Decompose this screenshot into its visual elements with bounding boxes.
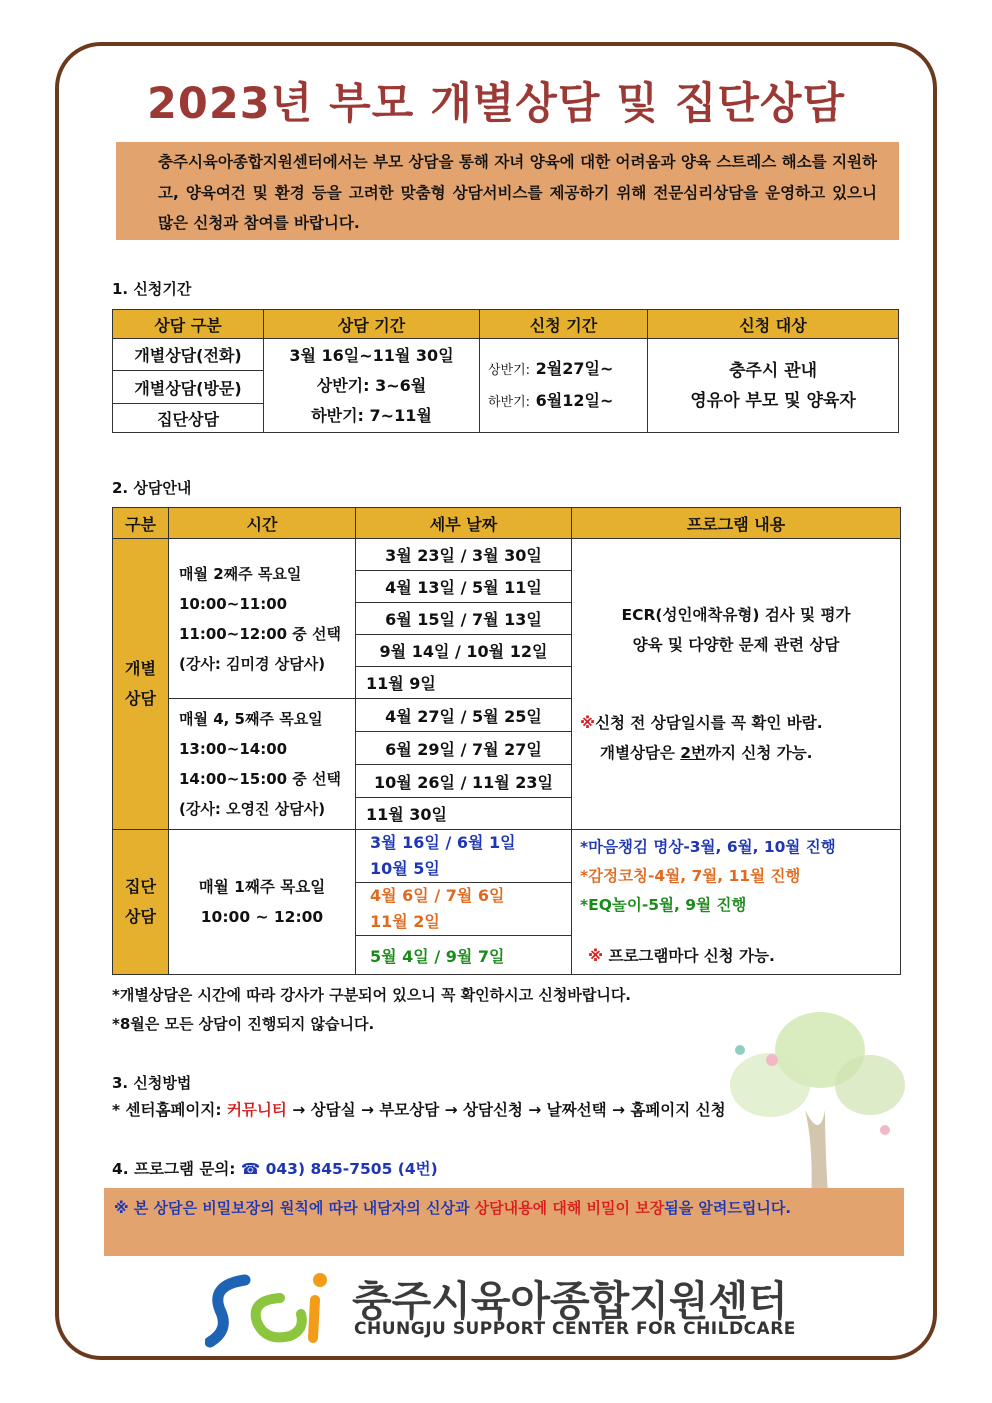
notice-text: 됨을 알려드립니다.: [664, 1199, 792, 1217]
t1-apply2-label: 하반기:: [488, 394, 531, 410]
t2-time-line: (강사: 오영진 상담사): [179, 800, 326, 818]
method-highlight: 커뮤니티: [226, 1101, 287, 1119]
t2-group-date-line: 10월 5일: [370, 859, 440, 878]
method-line: [112, 1098, 726, 1120]
heart-dot: [766, 1054, 778, 1066]
heart-dot: [880, 1125, 890, 1135]
t2-time-line: 10:00~11:00: [179, 594, 288, 613]
t2-time-line: 매월 2째주 목요일: [179, 564, 302, 583]
t1-header-apply: 신청 기간: [480, 310, 648, 339]
t1-header-period: 상담 기간: [264, 310, 480, 339]
section-1-heading: 1. 신청기간: [112, 280, 192, 298]
inquiry-label: 4. 프로그램 문의:: [112, 1160, 241, 1178]
intro-box: 충주시육아종합지원센터에서는 부모 상담을 통해 자녀 양육에 대한 어려움과 양육 스트레스 해소를 지원하고, 양육여건 및 환경 등을 고려한 맞춤형 상담서비스를 제공하기 위해 전문심리상담을 운영하고 있으니 많은 신청과 참여를 바랍니다.: [116, 142, 899, 240]
t1-period-line: 하반기: 7~11월: [311, 405, 432, 425]
method-rest: → 상담실 → 부모상담 → 상담신청 → 날짜선택 → 홈페이지 신청: [286, 1101, 726, 1119]
center-logo-icon: [205, 1270, 345, 1350]
t2-warn-line: 신청 전 상담일시를 꼭 확인 바람.: [595, 714, 823, 732]
t1-target-cell: [648, 339, 899, 433]
t1-type-phone: 개별상담(전화): [113, 339, 264, 371]
t2-time-line: 매월 4, 5째주 목요일: [179, 710, 323, 728]
t1-period-line: 3월 16일~11월 30일: [289, 345, 454, 365]
t2-indiv-label: [113, 539, 169, 830]
apply-period-table: [112, 309, 899, 433]
t2-date: 3월 23일 / 3월 30일: [356, 539, 572, 571]
warning-mark: ※: [580, 714, 596, 732]
t2-time-line: 매월 1째주 목요일: [198, 878, 326, 896]
t2-time1-cell: [169, 539, 356, 699]
section-3-heading: 3. 신청방법: [112, 1074, 192, 1092]
t2-group-date-line: 11월 2일: [370, 912, 440, 931]
center-name: 충주시육아종합지원센터: [352, 1277, 788, 1325]
t1-type-visit: 개별상담(방문): [113, 371, 264, 404]
t2-date: 11월 9일: [356, 667, 572, 699]
t2-group-date: 5월 4일 / 9월 7일: [356, 936, 572, 975]
section-2-heading: 2. 상담안내: [112, 479, 192, 497]
t2-time-line: 11:00~12:00 중 선택: [179, 624, 341, 643]
note-august: *8월은 모든 상담이 진행되지 않습니다.: [112, 1015, 375, 1033]
t1-header-target: 신청 대상: [648, 310, 899, 339]
t2-group-program-cell: [572, 830, 901, 975]
method-prefix: * 센터홈페이지:: [112, 1101, 227, 1119]
t2-time3-cell: [169, 830, 356, 975]
phone-number: ☎ 043) 845-7505 (4번): [240, 1160, 438, 1178]
t2-warn-text: 까지 신청 가능.: [706, 744, 813, 762]
page-title: 2023년 부모 개별상담 및 집단상담: [146, 79, 845, 129]
t2-time-line: (강사: 김미경 상담사): [179, 654, 326, 673]
t2-indiv-label-line: 개별: [125, 659, 156, 678]
notice-text: ※ 본 상담은 비밀보장의 원칙에 따라 내담자의 신상과: [114, 1199, 475, 1217]
t2-group-label: [113, 830, 169, 975]
t2-group-program-line: *EQ놀이-5월, 9월 진행: [580, 896, 747, 914]
t1-apply1-value: 2월27일~: [535, 358, 614, 378]
t2-date: 6월 29일 / 7월 27일: [356, 732, 572, 765]
t2-date: 4월 13일 / 5월 11일: [356, 571, 572, 603]
t2-group-label-line: 상담: [125, 907, 156, 926]
t2-time-line: 10:00 ~ 12:00: [200, 908, 324, 926]
t2-date: 9월 14일 / 10월 12일: [356, 635, 572, 667]
t2-program-line: 양육 및 다양한 문제 관련 상담: [632, 636, 840, 654]
t2-date: 6월 15일 / 7월 13일: [356, 603, 572, 635]
notice-highlight: 상담내용에 대해 비밀이 보장: [474, 1199, 665, 1217]
t2-program-line: ECR(성인애착유형) 검사 및 평가: [621, 606, 851, 624]
t2-header-program: 프로그램 내용: [572, 508, 901, 539]
t2-time2-cell: [169, 699, 356, 830]
t1-apply2-value: 6월12일~: [535, 390, 614, 410]
t2-group-date: [356, 830, 572, 883]
t2-header-dates: 세부 날짜: [356, 508, 572, 539]
t2-program-cell: [572, 539, 901, 830]
t1-target-line: 영유아 부모 및 양육자: [690, 390, 856, 411]
privacy-notice: [104, 1188, 904, 1256]
t2-date: 10월 26일 / 11월 23일: [356, 765, 572, 798]
t2-header-time: 시간: [169, 508, 356, 539]
center-name-english: CHUNGJU SUPPORT CENTER FOR CHILDCARE: [354, 1319, 796, 1339]
t1-target-line: 충주시 관내: [728, 360, 818, 381]
section-4-heading: [112, 1157, 438, 1179]
heart-dot: [735, 1045, 745, 1055]
t1-type-group: 집단상담: [113, 404, 264, 433]
t2-group-date: [356, 883, 572, 936]
t1-header-type: 상담 구분: [113, 310, 264, 339]
note-instructor: *개별상담은 시간에 따라 강사가 구분되어 있으니 꼭 확인하시고 신청바랍니다.: [112, 986, 632, 1004]
t1-apply1-label: 상반기:: [488, 362, 531, 378]
t2-group-label-line: 집단: [125, 877, 156, 896]
t2-warn-text: 개별상담은: [600, 744, 681, 762]
t2-group-note: 프로그램마다 신청 가능.: [603, 947, 775, 965]
t2-header-category: 구분: [113, 508, 169, 539]
t2-group-program-line: *마음챙김 명상-3월, 6월, 10월 진행: [580, 838, 836, 856]
group-note-mark: ※: [588, 947, 604, 965]
t1-apply-cell: [480, 339, 648, 433]
t2-date: 4월 27일 / 5월 25일: [356, 699, 572, 732]
t1-period-cell: [264, 339, 480, 433]
t2-warn-underline: 2번: [680, 744, 707, 762]
t2-group-program-line: *감정코칭-4월, 7월, 11월 진행: [580, 867, 801, 885]
consult-guide-table: [112, 507, 901, 975]
t2-indiv-label-line: 상담: [125, 689, 156, 708]
t2-time-line: 14:00~15:00 중 선택: [179, 770, 341, 788]
t2-time-line: 13:00~14:00: [179, 740, 288, 758]
t2-group-date-line: 4월 6일 / 7월 6일: [370, 886, 505, 905]
leaf-shape: [835, 1055, 905, 1115]
t2-date: 11월 30일: [356, 798, 572, 830]
t1-period-line: 상반기: 3~6월: [316, 375, 427, 395]
t2-group-date-line: 3월 16일 / 6월 1일: [370, 833, 516, 852]
